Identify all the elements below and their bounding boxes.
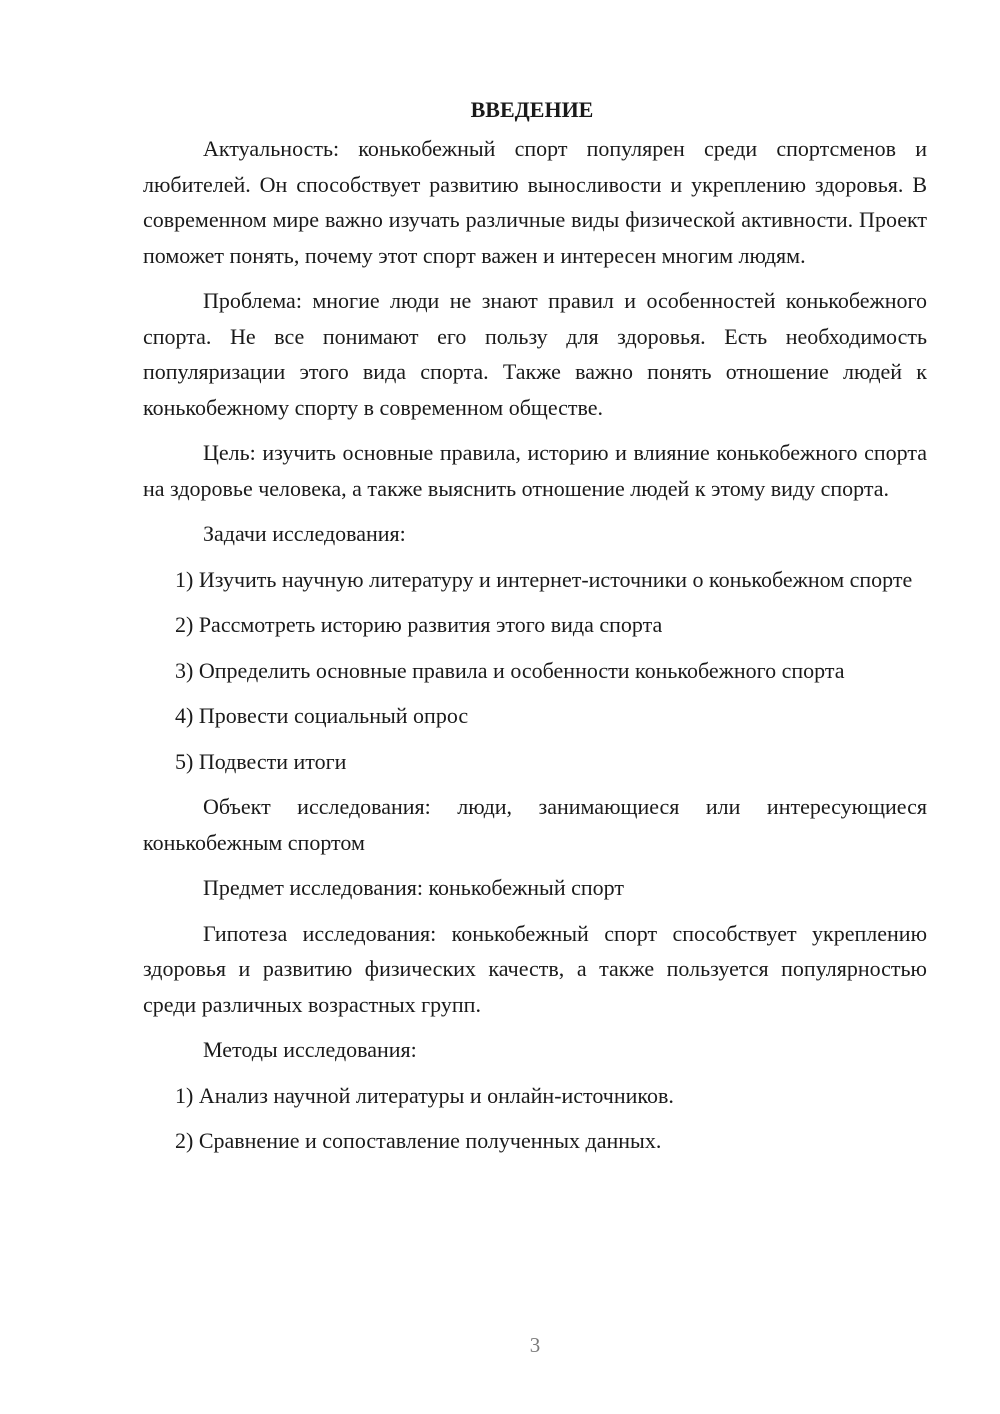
paragraph-object: Объект исследования: люди, занимающиеся или интересующиеся конькобежным спортом: [143, 794, 927, 855]
task-item-4: 4) Провести социальный опрос: [175, 703, 469, 728]
paragraph-problem: Проблема: многие люди не знают правил и особенностей конькобежного спорта. Не все понимают его пользу для здоровья. Есть необходимость популяризации этого вида спорта. Также важно понять отношение людей к конькобежному спорту в современном обществе.: [143, 288, 927, 420]
paragraph-subject: Предмет исследования: конькобежный спорт: [203, 875, 624, 900]
paragraph-actuality: Актуальность: конькобежный спорт популярен среди спортсменов и любителей. Он способствует развитию выносливости и укреплению здоровья. В современном мире важно изучать различные виды физической активности. Проект поможет понять, почему этот спорт важен и интересен многим людям.: [143, 136, 927, 268]
paragraph-hypothesis: Гипотеза исследования: конькобежный спорт способствует укреплению здоровья и развитию физических качеств, а также пользуется популярностью среди различных возрастных групп.: [143, 920, 927, 1017]
task-item-2: 2) Рассмотреть историю развития этого вида спорта: [175, 612, 663, 637]
document-page: [143, 92, 927, 1159]
page-number: 3: [529, 1333, 541, 1357]
tasks-heading: Задачи исследования:: [203, 521, 406, 546]
task-item-3: 3) Определить основные правила и особенности конькобежного спорта: [175, 657, 845, 683]
task-item-1: 1) Изучить научную литературу и интернет-источники о конькобежном спорте: [175, 566, 913, 592]
page-title: ВВЕДЕНИЕ: [470, 97, 594, 122]
method-item-1: 1) Анализ научной литературы и онлайн-источников.: [175, 1082, 674, 1108]
methods-heading: Методы исследования:: [203, 1037, 417, 1062]
paragraph-goal: Цель: изучить основные правила, историю и влияние конькобежного спорта на здоровье человека, а также выяснить отношение людей к этому виду спорта.: [143, 440, 927, 501]
task-item-5: 5) Подвести итоги: [175, 748, 347, 774]
method-item-2: 2) Сравнение и сопоставление полученных данных.: [175, 1128, 662, 1153]
